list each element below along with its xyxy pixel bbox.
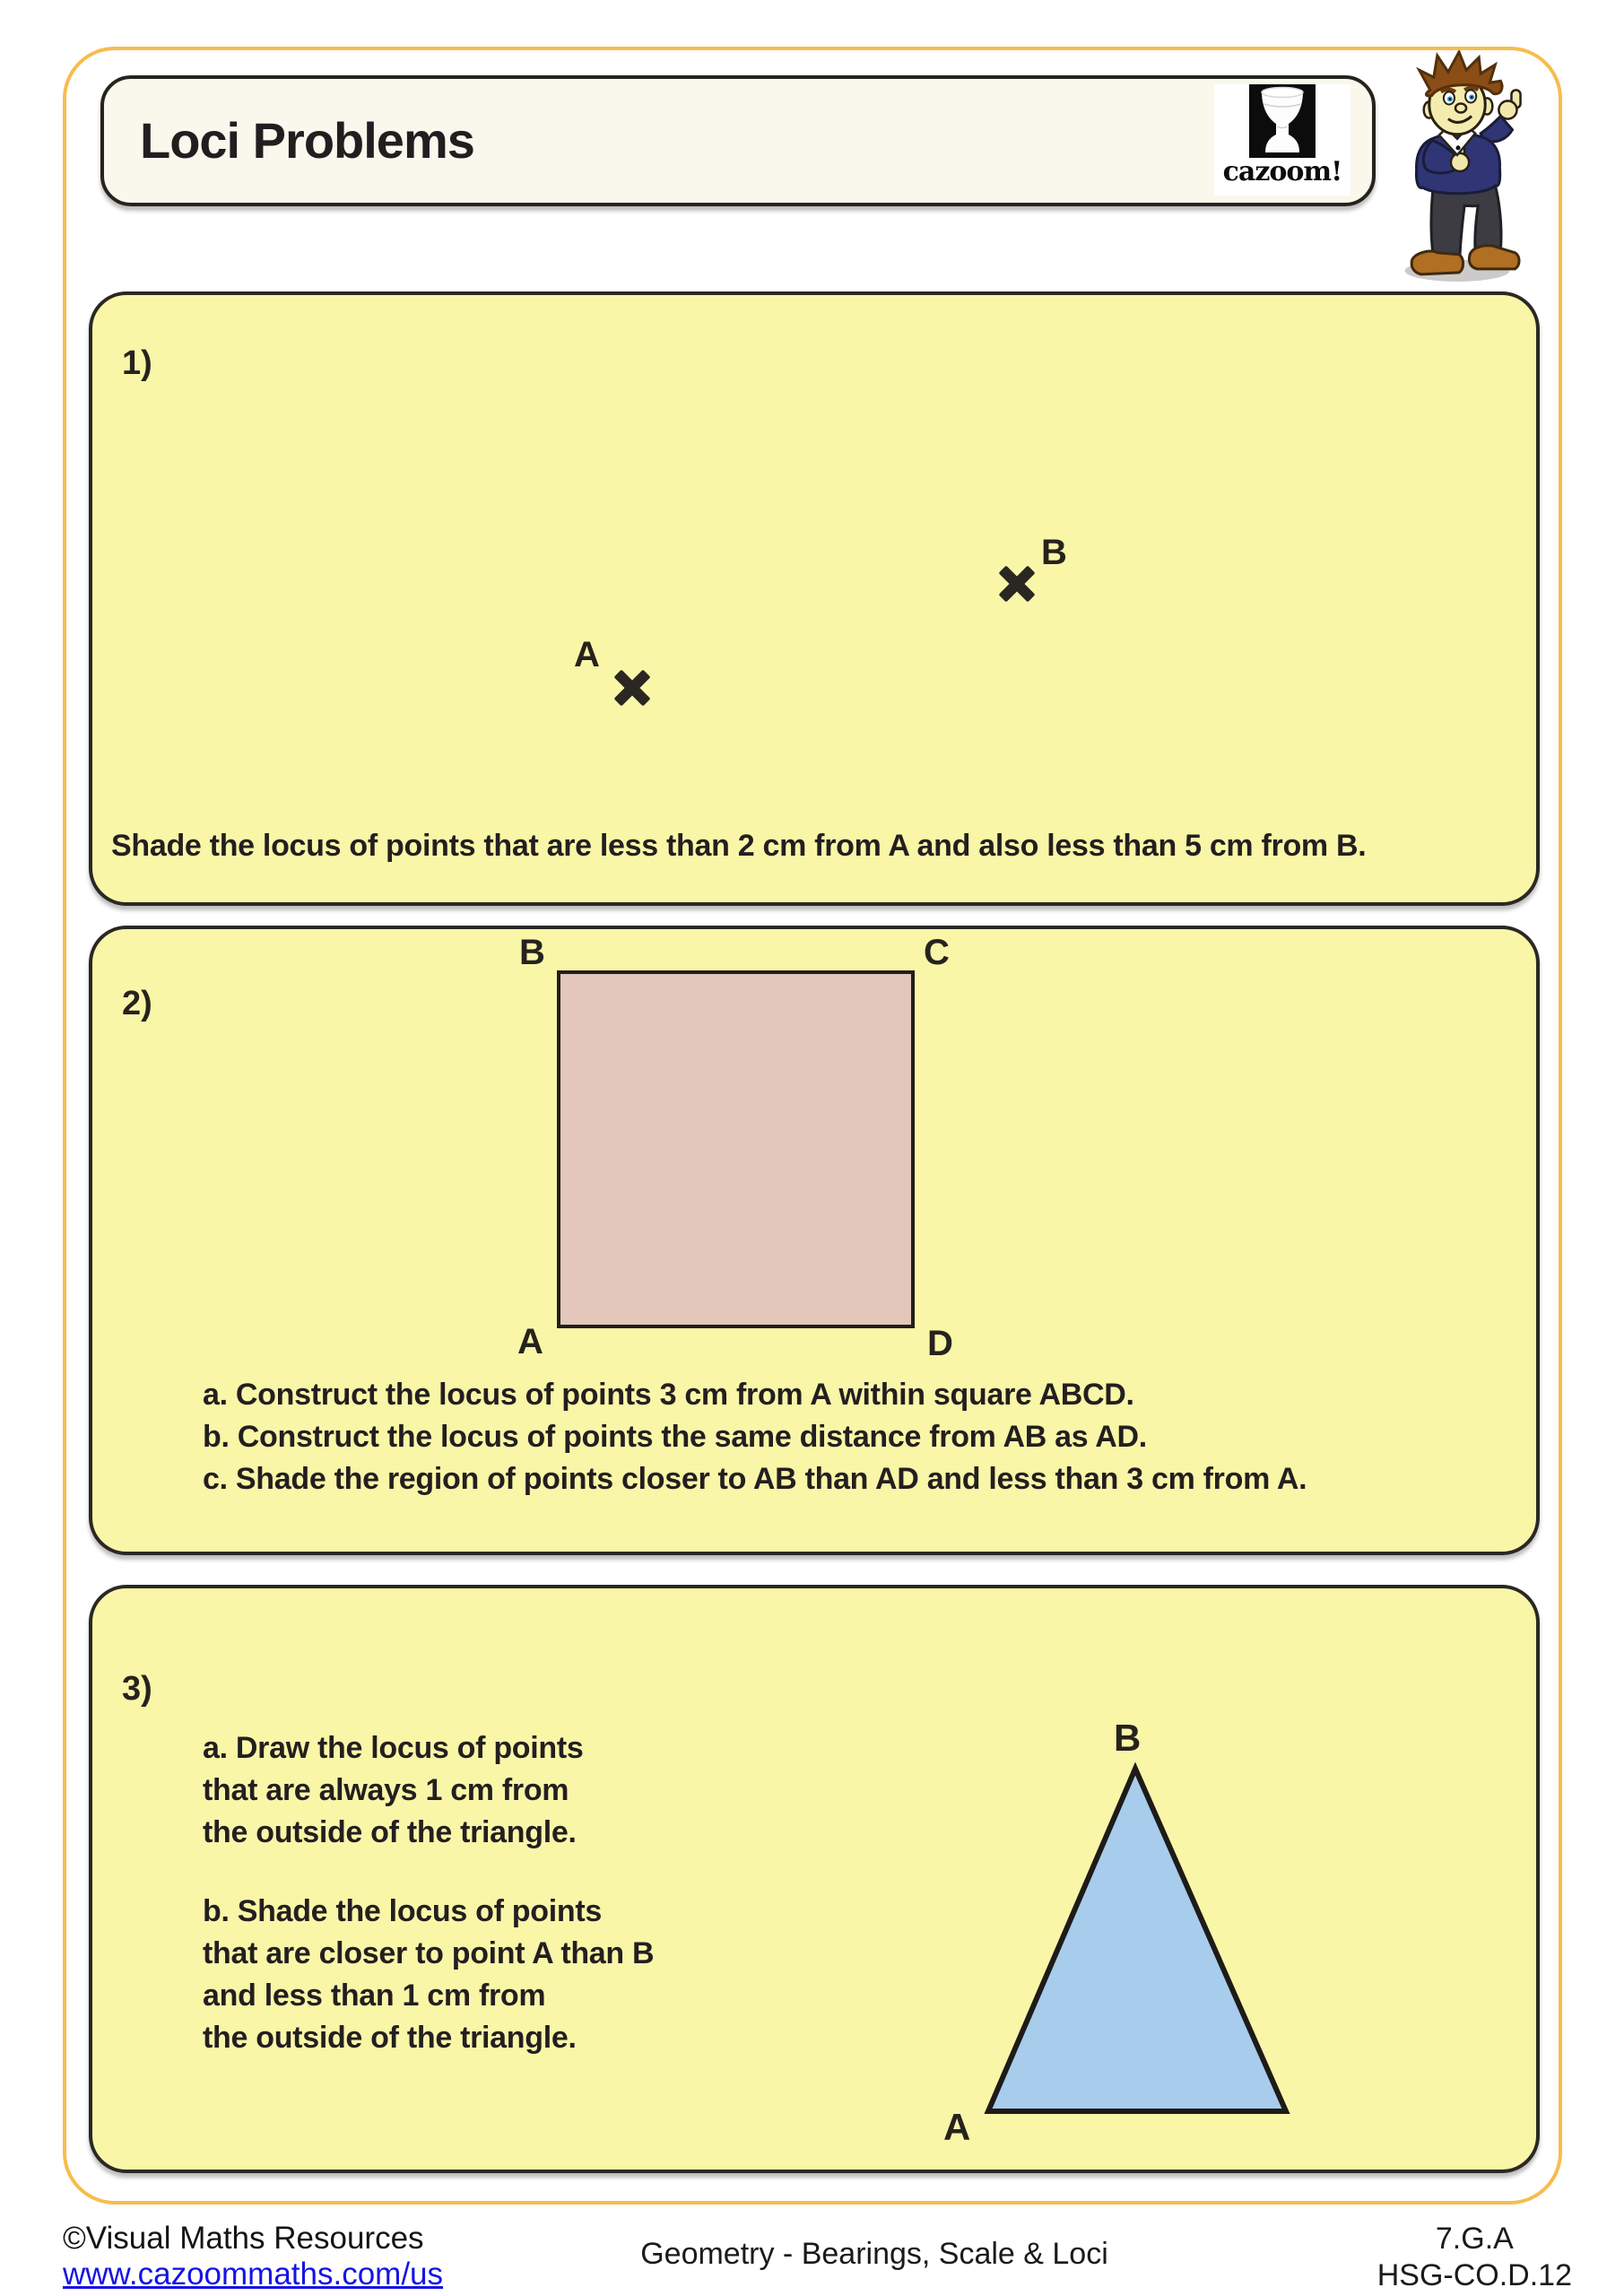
task-a-line: that are always 1 cm from bbox=[203, 1773, 569, 1807]
standard-code-2: HSG-CO.D.12 bbox=[1376, 2258, 1572, 2292]
title-box bbox=[100, 75, 1376, 206]
standard-code-1: 7.G.A bbox=[1435, 2222, 1514, 2256]
problem-2-number: 2) bbox=[122, 985, 152, 1022]
problem-1-question: Shade the locus of points that are less than 2 cm from A and also less than 5 cm from B. bbox=[111, 829, 1367, 863]
logo-wordmark: cazoom! bbox=[1222, 156, 1342, 187]
point-a-label: A bbox=[574, 635, 600, 674]
task-b-line: and less than 1 cm from bbox=[203, 1979, 546, 2013]
task-b-line: that are closer to point A than B bbox=[203, 1936, 655, 1970]
page-title: Loci Problems bbox=[140, 112, 474, 169]
problem-1-number: 1) bbox=[122, 344, 152, 382]
problem-3-task-a bbox=[203, 1727, 584, 1854]
task-a-line: a. Draw the locus of points bbox=[203, 1731, 584, 1765]
footer-website-link[interactable]: www.cazoommaths.com/us bbox=[63, 2257, 444, 2292]
task-b-line: b. Shade the locus of points bbox=[203, 1894, 602, 1928]
problem-2-tasks bbox=[203, 1374, 1307, 1500]
djembe-drum-icon bbox=[1249, 84, 1316, 158]
square-label-b: B bbox=[519, 933, 545, 972]
cazoom-logo bbox=[1214, 84, 1350, 196]
problem-2-box bbox=[89, 926, 1540, 1555]
triangle-label-b: B bbox=[1114, 1717, 1142, 1759]
triangle-ab-figure bbox=[936, 1697, 1313, 2145]
problem-3-number: 3) bbox=[122, 1670, 152, 1708]
task-c: c. Shade the region of points closer to AB than AD and less than 3 cm from A. bbox=[203, 1462, 1307, 1496]
footer-copyright: ©Visual Maths Resources bbox=[63, 2221, 424, 2256]
problem-1-box bbox=[89, 291, 1540, 906]
task-b: b. Construct the locus of points the same distance from AB as AD. bbox=[203, 1420, 1147, 1454]
square-label-c: C bbox=[924, 933, 950, 972]
square-label-a: A bbox=[517, 1322, 543, 1361]
task-b-line: the outside of the triangle. bbox=[203, 2021, 577, 2055]
triangle-label-a: A bbox=[943, 2106, 971, 2145]
point-b-cross-icon bbox=[995, 562, 1038, 605]
task-a: a. Construct the locus of points 3 cm from A within square ABCD. bbox=[203, 1378, 1134, 1412]
square-label-d: D bbox=[927, 1324, 953, 1363]
footer-subject: Geometry - Bearings, Scale & Loci bbox=[640, 2237, 1108, 2271]
point-a-cross-icon bbox=[611, 666, 654, 709]
task-a-line: the outside of the triangle. bbox=[203, 1815, 577, 1849]
mascot-character bbox=[1379, 50, 1533, 285]
square-abcd bbox=[557, 970, 915, 1328]
problem-3-box bbox=[89, 1585, 1540, 2173]
footer-standards bbox=[1377, 2221, 1572, 2294]
point-b-label: B bbox=[1041, 533, 1067, 572]
problem-3-task-b bbox=[203, 1891, 654, 2059]
